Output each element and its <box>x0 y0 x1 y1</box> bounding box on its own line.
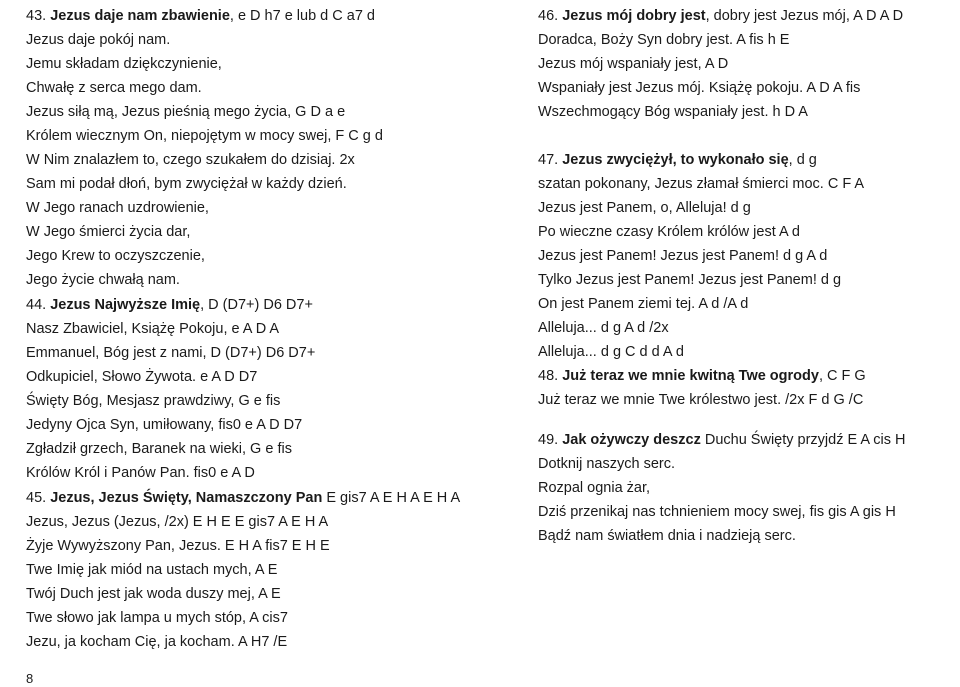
line-text: E gis7 A E H A E H A <box>322 490 461 506</box>
line-text: Dziś przenikaj nas tchnieniem mocy swej, fis gis A gis H <box>538 504 896 520</box>
line-text: 47. <box>538 152 563 168</box>
line-text: Jego życie chwałą nam. <box>26 272 180 288</box>
song-line <box>26 514 328 531</box>
song-title: Jezus zwyciężył, to wykonało się <box>562 152 789 168</box>
line-text: 46. <box>538 8 563 24</box>
line-text: Jego Krew to oczyszczenie, <box>26 248 205 264</box>
line-text: Tylko Jezus jest Panem! Jezus jest Panem! d g <box>538 272 842 288</box>
line-text: Jezus siłą mą, Jezus pieśnią mego życia, G D a e <box>26 104 346 120</box>
line-text: Królów Król i Panów Pan. fis0 e A D <box>26 465 255 481</box>
song-line <box>26 128 383 145</box>
line-text: , e D h7 e lub d C a7 d <box>229 8 375 24</box>
line-text: Doradca, Boży Syn dobry jest. A fis h E <box>538 32 790 48</box>
line-text: Jezus jest Panem, o, Alleluja! d g <box>538 200 751 216</box>
song-line <box>538 344 684 361</box>
line-text: Wszechmogący Bóg wspaniały jest. h D A <box>538 104 808 120</box>
song-line <box>538 248 827 265</box>
song-line <box>538 368 866 385</box>
line-text: , d g <box>788 152 817 168</box>
line-text: Alleluja... d g C d d A d <box>538 344 684 360</box>
line-text: 45. <box>26 490 51 506</box>
line-text: Emmanuel, Bóg jest z nami, D (D7+) D6 D7+ <box>26 345 316 361</box>
song-line <box>538 480 650 497</box>
line-text: Wspaniały jest Jezus mój. Książę pokoju. A D A fis <box>538 80 861 96</box>
song-line <box>538 104 808 121</box>
line-text: Duchu Święty przyjdź E A cis H <box>700 432 906 448</box>
song-line <box>26 32 170 49</box>
line-text: W Jego ranach uzdrowienie, <box>26 200 209 216</box>
line-text: 44. <box>26 297 51 313</box>
song-line <box>538 200 751 217</box>
song-line <box>26 586 281 603</box>
line-text: , dobry jest Jezus mój, A D A D <box>705 8 904 24</box>
song-title: Już teraz we mnie kwitną Twe ogrody <box>562 368 819 384</box>
song-line <box>26 369 257 386</box>
song-line <box>26 152 355 169</box>
song-line <box>538 320 669 337</box>
line-text: Chwałę z serca mego dam. <box>26 80 202 96</box>
line-text: , D (D7+) D6 D7+ <box>200 297 313 313</box>
song-line <box>26 224 190 241</box>
line-text: Twój Duch jest jak woda duszy mej, A E <box>26 586 281 602</box>
line-text: Jedyny Ojca Syn, umiłowany, fis0 e A D D7 <box>26 417 303 433</box>
song-line <box>26 8 375 25</box>
song-line <box>538 152 817 169</box>
song-line <box>538 296 748 313</box>
song-line <box>26 490 460 507</box>
song-line <box>538 528 796 545</box>
line-text: Twe słowo jak lampa u mych stóp, A cis7 <box>26 610 288 626</box>
line-text: Nasz Zbawiciel, Książę Pokoju, e A D A <box>26 321 280 337</box>
line-text: Sam mi podał dłoń, bym zwyciężał w każdy dzień. <box>26 176 347 192</box>
song-line <box>26 248 205 265</box>
line-text: Dotknij naszych serc. <box>538 456 675 472</box>
song-line <box>538 224 800 241</box>
song-line <box>26 272 180 289</box>
line-text: szatan pokonany, Jezus złamał śmierci moc. C F A <box>538 176 865 192</box>
song-line <box>26 176 347 193</box>
song-line <box>26 562 277 579</box>
line-text: Żyje Wywyższony Pan, Jezus. E H A fis7 E H E <box>26 538 330 554</box>
line-text: Królem wiecznym On, niepojętym w mocy swej, F C g d <box>26 128 383 144</box>
line-text: Alleluja... d g A d /2x <box>538 320 669 336</box>
song-title: Jezus, Jezus Święty, Namaszczony Pan <box>50 490 323 506</box>
song-line <box>538 32 789 49</box>
song-line <box>26 345 315 362</box>
song-line <box>26 56 222 73</box>
line-text: Jezu, ja kocham Cię, ja kocham. A H7 /E <box>26 634 288 650</box>
song-line <box>26 465 255 482</box>
line-text: Rozpal ognia żar, <box>538 480 651 496</box>
song-line <box>26 393 280 410</box>
song-line <box>538 272 841 289</box>
song-line <box>26 200 209 217</box>
song-line <box>538 432 906 449</box>
line-text: Bądź nam światłem dnia i nadzieją serc. <box>538 528 796 544</box>
line-text: Twe Imię jak miód na ustach mych, A E <box>26 562 278 578</box>
line-text: , C F G <box>818 368 866 384</box>
line-text: Już teraz we mnie Twe królestwo jest. /2x F d G /C <box>538 392 864 408</box>
line-text: On jest Panem ziemi tej. A d /A d <box>538 296 749 312</box>
song-line <box>538 456 675 473</box>
line-text: Święty Bóg, Mesjasz prawdziwy, G e fis <box>26 393 281 409</box>
song-line <box>26 80 202 97</box>
line-text: 49. <box>538 432 563 448</box>
line-text: Po wieczne czasy Królem królów jest A d <box>538 224 800 240</box>
song-line <box>26 441 292 458</box>
song-line <box>26 634 287 651</box>
line-text: Zgładził grzech, Baranek na wieki, G e fis <box>26 441 292 457</box>
page-number: 8 <box>26 671 34 686</box>
song-line <box>26 538 330 555</box>
line-text: Jezus jest Panem! Jezus jest Panem! d g A d <box>538 248 828 264</box>
song-title: Jezus mój dobry jest <box>562 8 706 24</box>
line-text: W Nim znalazłem to, czego szukałem do dzisiaj. 2x <box>26 152 355 168</box>
line-text: Jezus daje pokój nam. <box>26 32 171 48</box>
song-line <box>538 56 728 73</box>
line-text: Jezus mój wspaniały jest, A D <box>538 56 729 72</box>
line-text: Jemu składam dziękczynienie, <box>26 56 222 72</box>
song-line <box>26 321 279 338</box>
song-line <box>26 610 288 627</box>
song-line <box>26 104 345 121</box>
line-text: 43. <box>26 8 51 24</box>
song-line <box>26 417 302 434</box>
line-text: 48. <box>538 368 563 384</box>
song-title: Jezus Najwyższe Imię <box>50 297 201 313</box>
song-line <box>538 80 860 97</box>
song-line <box>26 297 313 314</box>
song-title: Jak ożywczy deszcz <box>562 432 701 448</box>
song-line <box>538 8 903 25</box>
song-line <box>538 176 864 193</box>
song-line <box>538 504 896 521</box>
song-title: Jezus daje nam zbawienie <box>50 8 230 24</box>
song-line <box>538 392 863 409</box>
line-text: W Jego śmierci życia dar, <box>26 224 191 240</box>
line-text: Jezus, Jezus (Jezus, /2x) E H E E gis7 A E H A <box>26 514 329 530</box>
line-text: Odkupiciel, Słowo Żywota. e A D D7 <box>26 369 258 385</box>
